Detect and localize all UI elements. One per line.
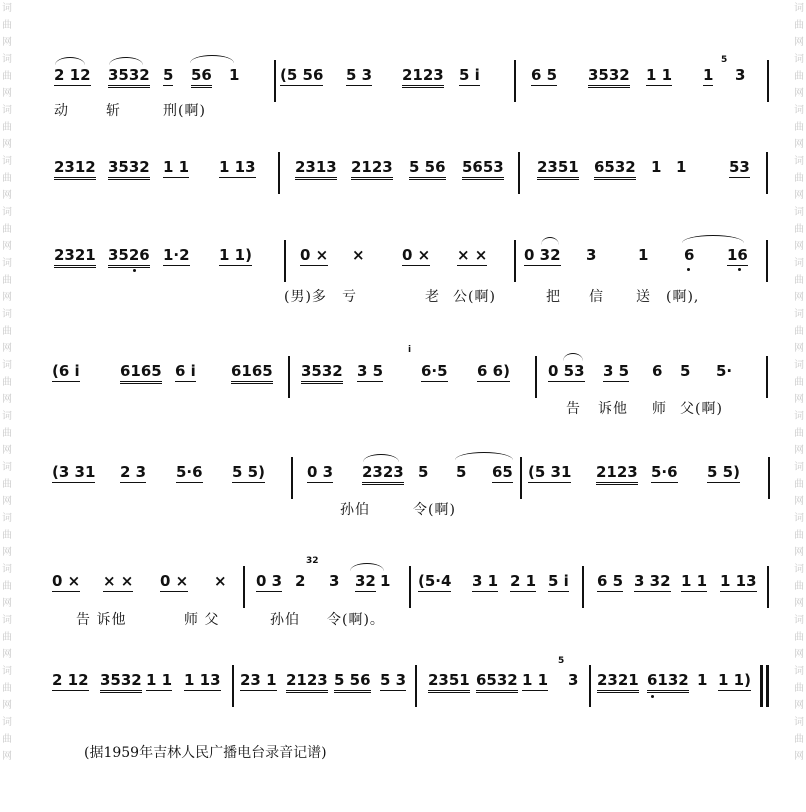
note-group: 5 5) xyxy=(232,463,265,481)
note-group: 5 56 xyxy=(334,671,371,693)
note-group: 0 × xyxy=(52,572,81,590)
watermark-char: 词 xyxy=(794,615,804,626)
note-group: × xyxy=(214,572,227,590)
note-group: 32 xyxy=(355,572,376,590)
slur xyxy=(55,57,85,65)
source-note: (据1959年吉林人民广播电台录音记谱) xyxy=(84,745,327,761)
note-group: 5 i xyxy=(548,572,569,590)
note-group: 1 1 xyxy=(646,66,673,84)
slur xyxy=(455,452,513,460)
watermark-char: 曲 xyxy=(794,326,804,337)
note-group: 53 xyxy=(729,158,750,176)
bar-line xyxy=(274,60,276,102)
watermark-char: 曲 xyxy=(2,122,12,133)
watermark-char: 曲 xyxy=(2,632,12,643)
watermark-char: 网 xyxy=(2,190,12,201)
grace-note: i xyxy=(408,345,412,355)
lyric: 公(啊) xyxy=(453,289,496,305)
note-group: 6 6) xyxy=(477,362,510,380)
watermark-char: 词 xyxy=(2,564,12,575)
watermark-char: 曲 xyxy=(794,275,804,286)
note-group: 5 xyxy=(456,463,467,481)
watermark-char: 词 xyxy=(794,360,804,371)
watermark-char: 词 xyxy=(794,309,804,320)
watermark-right xyxy=(792,0,806,812)
note-group: 2123 xyxy=(596,463,638,485)
watermark-char: 网 xyxy=(2,241,12,252)
low-octave-dot xyxy=(651,695,654,698)
lyric: 父(啊) xyxy=(680,401,723,417)
note-group: (3 31 xyxy=(52,463,96,481)
note-group: 1 1) xyxy=(718,671,751,689)
low-octave-dot xyxy=(738,268,741,271)
note-group: 2312 xyxy=(54,158,96,180)
lyric: 师 父 xyxy=(184,612,220,628)
note-group: 0 3 xyxy=(307,463,334,481)
watermark-char: 词 xyxy=(2,513,12,524)
note-group: 5 5) xyxy=(707,463,740,481)
note-group: 2321 xyxy=(54,246,96,268)
low-octave-dot xyxy=(133,269,136,272)
bar-line xyxy=(243,566,245,608)
watermark-char: 词 xyxy=(2,309,12,320)
watermark-char: 词 xyxy=(794,462,804,473)
watermark-char: 曲 xyxy=(2,479,12,490)
watermark-char: 词 xyxy=(2,105,12,116)
watermark-char: 词 xyxy=(2,258,12,269)
note-group: 5 xyxy=(680,362,691,380)
note-group: 6165 xyxy=(120,362,162,384)
watermark-char: 曲 xyxy=(794,530,804,541)
watermark-char: 网 xyxy=(2,139,12,150)
bar-line xyxy=(766,240,768,282)
watermark-char: 网 xyxy=(2,751,12,762)
watermark-char: 词 xyxy=(794,105,804,116)
note-group: 3532 xyxy=(100,671,142,693)
bar-line xyxy=(766,356,768,398)
note-group: 2323 xyxy=(362,463,404,485)
grace-note: 32 xyxy=(306,556,319,566)
slur xyxy=(109,57,143,65)
watermark-char: 网 xyxy=(794,37,804,48)
note-group: 1 xyxy=(651,158,662,176)
watermark-char: 网 xyxy=(2,88,12,99)
note-group: 1 1) xyxy=(219,246,252,264)
watermark-char: 曲 xyxy=(794,479,804,490)
note-group: 1 xyxy=(703,66,714,84)
watermark-char: 曲 xyxy=(794,683,804,694)
note-group: 5·6 xyxy=(176,463,203,481)
note-group: 0 32 xyxy=(524,246,561,264)
note-group: 3 xyxy=(568,671,579,689)
note-group: 3 xyxy=(586,246,597,264)
watermark-char: 网 xyxy=(794,88,804,99)
watermark-char: 网 xyxy=(2,598,12,609)
note-group: 3 1 xyxy=(472,572,499,590)
watermark-char: 网 xyxy=(2,700,12,711)
note-group: 1 xyxy=(676,158,687,176)
note-group: 2123 xyxy=(351,158,393,180)
watermark-char: 曲 xyxy=(794,377,804,388)
note-group: 3 5 xyxy=(357,362,384,380)
slur xyxy=(363,454,399,462)
note-group: 1 xyxy=(697,671,708,689)
note-group: 3532 xyxy=(588,66,630,88)
lyric: 老 xyxy=(425,289,440,305)
watermark-left xyxy=(0,0,14,812)
watermark-char: 曲 xyxy=(2,683,12,694)
note-group: 3 5 xyxy=(603,362,630,380)
note-group: 5·6 xyxy=(651,463,678,481)
watermark-char: 词 xyxy=(2,462,12,473)
watermark-char: 词 xyxy=(794,411,804,422)
lyric: 孙伯 xyxy=(340,502,370,518)
note-group: 56 xyxy=(191,66,212,88)
note-group: 6532 xyxy=(594,158,636,180)
note-group: 2313 xyxy=(295,158,337,180)
note-group: 23 1 xyxy=(240,671,277,689)
watermark-char: 网 xyxy=(794,139,804,150)
note-group: (6 i xyxy=(52,362,80,380)
note-group: 2123 xyxy=(402,66,444,88)
watermark-char: 曲 xyxy=(2,20,12,31)
note-group: 2351 xyxy=(537,158,579,180)
note-group: 16 xyxy=(727,246,748,264)
note-group: 2 3 xyxy=(120,463,147,481)
grace-note: 5 xyxy=(558,656,565,666)
note-group: 2123 xyxy=(286,671,328,693)
note-group: 5 56 xyxy=(409,158,446,180)
watermark-char: 曲 xyxy=(2,71,12,82)
note-group: 6 5 xyxy=(531,66,558,84)
watermark-char: 曲 xyxy=(794,581,804,592)
note-group: 1 13 xyxy=(720,572,757,590)
watermark-char: 曲 xyxy=(2,581,12,592)
note-group: (5 31 xyxy=(528,463,572,481)
watermark-char: 词 xyxy=(794,717,804,728)
lyric: 把 xyxy=(546,289,561,305)
bar-line xyxy=(589,665,591,707)
watermark-char: 曲 xyxy=(2,734,12,745)
lyric: 信 xyxy=(589,289,604,305)
watermark-char: 词 xyxy=(794,666,804,677)
note-group: 2 12 xyxy=(52,671,89,689)
watermark-char: 曲 xyxy=(2,224,12,235)
watermark-char: 词 xyxy=(2,615,12,626)
slur xyxy=(563,353,583,361)
bar-line xyxy=(415,665,417,707)
watermark-char: 网 xyxy=(794,292,804,303)
watermark-char: 词 xyxy=(2,666,12,677)
lyric: 送 xyxy=(636,289,651,305)
watermark-char: 词 xyxy=(2,207,12,218)
note-group: 1 xyxy=(638,246,649,264)
lyric: 动 xyxy=(54,103,69,119)
watermark-char: 曲 xyxy=(794,71,804,82)
watermark-char: 词 xyxy=(2,717,12,728)
note-group: 1 xyxy=(380,572,391,590)
watermark-char: 曲 xyxy=(794,632,804,643)
bar-line xyxy=(278,152,280,194)
note-group: 2321 xyxy=(597,671,639,693)
note-group: 6165 xyxy=(231,362,273,384)
note-group: 6132 xyxy=(647,671,689,693)
note-group: 2 1 xyxy=(510,572,537,590)
note-group: × × xyxy=(457,246,488,264)
bar-line xyxy=(766,152,768,194)
note-group: 0 × xyxy=(300,246,329,264)
watermark-char: 曲 xyxy=(794,428,804,439)
watermark-char: 词 xyxy=(794,513,804,524)
note-group: 5 i xyxy=(459,66,480,84)
note-group: (5 56 xyxy=(280,66,324,84)
slur xyxy=(682,235,744,243)
slur xyxy=(350,563,384,571)
lyric: (男)多 xyxy=(284,289,327,305)
watermark-char: 网 xyxy=(794,598,804,609)
lyric: 孙伯 xyxy=(270,612,300,628)
note-group: 5 3 xyxy=(346,66,373,84)
watermark-char: 网 xyxy=(2,547,12,558)
note-group: 1 xyxy=(229,66,240,84)
bar-line xyxy=(582,566,584,608)
watermark-char: 曲 xyxy=(794,122,804,133)
note-group: 5· xyxy=(716,362,733,380)
note-group: 3532 xyxy=(108,66,150,88)
note-group: 5 xyxy=(418,463,429,481)
watermark-char: 词 xyxy=(794,564,804,575)
watermark-char: 网 xyxy=(794,547,804,558)
watermark-char: 网 xyxy=(794,649,804,660)
note-group: 0 × xyxy=(160,572,189,590)
watermark-char: 词 xyxy=(794,54,804,65)
note-group: 1 1 xyxy=(522,671,549,689)
watermark-char: 网 xyxy=(2,445,12,456)
watermark-char: 曲 xyxy=(794,224,804,235)
lyric: 斩 xyxy=(106,103,121,119)
bar-line xyxy=(288,356,290,398)
note-group: 1 13 xyxy=(184,671,221,689)
bar-line xyxy=(535,356,537,398)
watermark-char: 网 xyxy=(2,343,12,354)
watermark-char: 网 xyxy=(794,751,804,762)
watermark-char: 曲 xyxy=(2,275,12,286)
note-group: 6 5 xyxy=(597,572,624,590)
lyric: 告 诉他 xyxy=(76,612,127,628)
bar-line xyxy=(767,60,769,102)
watermark-char: 曲 xyxy=(2,326,12,337)
note-group: 65 xyxy=(492,463,513,481)
bar-line xyxy=(518,152,520,194)
bar-line xyxy=(232,665,234,707)
lyric: 令(啊)。 xyxy=(327,612,385,628)
note-group: 6 i xyxy=(175,362,196,380)
slur xyxy=(541,237,559,245)
low-octave-dot xyxy=(687,268,690,271)
note-group: 1 1 xyxy=(163,158,190,176)
watermark-char: 词 xyxy=(2,411,12,422)
note-group: 1 1 xyxy=(681,572,708,590)
bar-line xyxy=(291,457,293,499)
watermark-char: 网 xyxy=(794,241,804,252)
note-group: 0 × xyxy=(402,246,431,264)
watermark-char: 曲 xyxy=(2,377,12,388)
note-group: 1·2 xyxy=(163,246,190,264)
watermark-char: 词 xyxy=(2,156,12,167)
note-group: 3 xyxy=(735,66,746,84)
watermark-char: 词 xyxy=(2,3,12,14)
note-group: 2351 xyxy=(428,671,470,693)
lyric: 令(啊) xyxy=(413,502,456,518)
note-group: 3532 xyxy=(301,362,343,384)
watermark-char: 曲 xyxy=(2,530,12,541)
watermark-char: 网 xyxy=(2,292,12,303)
watermark-char: 词 xyxy=(2,54,12,65)
note-group: 5 3 xyxy=(380,671,407,689)
watermark-char: 曲 xyxy=(794,173,804,184)
note-group: (5·4 xyxy=(418,572,452,590)
bar-line xyxy=(767,566,769,608)
bar-line xyxy=(520,457,522,499)
watermark-char: 词 xyxy=(794,258,804,269)
note-group: 6532 xyxy=(476,671,518,693)
watermark-char: 网 xyxy=(794,394,804,405)
note-group: 6 xyxy=(684,246,695,264)
watermark-char: 网 xyxy=(794,190,804,201)
watermark-char: 词 xyxy=(2,360,12,371)
watermark-char: 词 xyxy=(794,207,804,218)
note-group: 0 3 xyxy=(256,572,283,590)
final-bar-line xyxy=(760,665,763,707)
note-group: 1 1 xyxy=(146,671,173,689)
watermark-char: 网 xyxy=(794,445,804,456)
watermark-char: 网 xyxy=(2,37,12,48)
bar-line xyxy=(514,240,516,282)
lyric: (啊), xyxy=(666,289,700,305)
note-group: 3 xyxy=(329,572,340,590)
note-group: 6 xyxy=(652,362,663,380)
slur xyxy=(190,55,234,63)
watermark-char: 曲 xyxy=(794,734,804,745)
note-group: 1 13 xyxy=(219,158,256,176)
note-group: 3526 xyxy=(108,246,150,268)
watermark-char: 网 xyxy=(794,496,804,507)
note-group: 6·5 xyxy=(421,362,448,380)
note-group: 2 xyxy=(295,572,306,590)
watermark-char: 曲 xyxy=(794,20,804,31)
lyric: 诉他 xyxy=(598,401,628,417)
watermark-char: 网 xyxy=(2,496,12,507)
note-group: × xyxy=(352,246,365,264)
note-group: 0 53 xyxy=(548,362,585,380)
note-group: 3532 xyxy=(108,158,150,180)
grace-note: 5 xyxy=(721,55,728,65)
note-group: × × xyxy=(103,572,134,590)
lyric: 刑(啊) xyxy=(163,103,206,119)
lyric: 亏 xyxy=(342,289,357,305)
final-bar-line xyxy=(766,665,769,707)
lyric: 告 xyxy=(566,401,581,417)
note-group: 2 12 xyxy=(54,66,91,84)
bar-line xyxy=(514,60,516,102)
watermark-char: 词 xyxy=(794,156,804,167)
note-group: 5653 xyxy=(462,158,504,180)
watermark-char: 曲 xyxy=(2,173,12,184)
note-group: 5 xyxy=(163,66,174,84)
watermark-char: 网 xyxy=(794,700,804,711)
watermark-char: 网 xyxy=(2,649,12,660)
watermark-char: 词 xyxy=(794,3,804,14)
watermark-char: 曲 xyxy=(2,428,12,439)
watermark-char: 网 xyxy=(794,343,804,354)
lyric: 师 xyxy=(652,401,667,417)
note-group: 3 32 xyxy=(634,572,671,590)
watermark-char: 网 xyxy=(2,394,12,405)
bar-line xyxy=(409,566,411,608)
bar-line xyxy=(768,457,770,499)
bar-line xyxy=(284,240,286,282)
